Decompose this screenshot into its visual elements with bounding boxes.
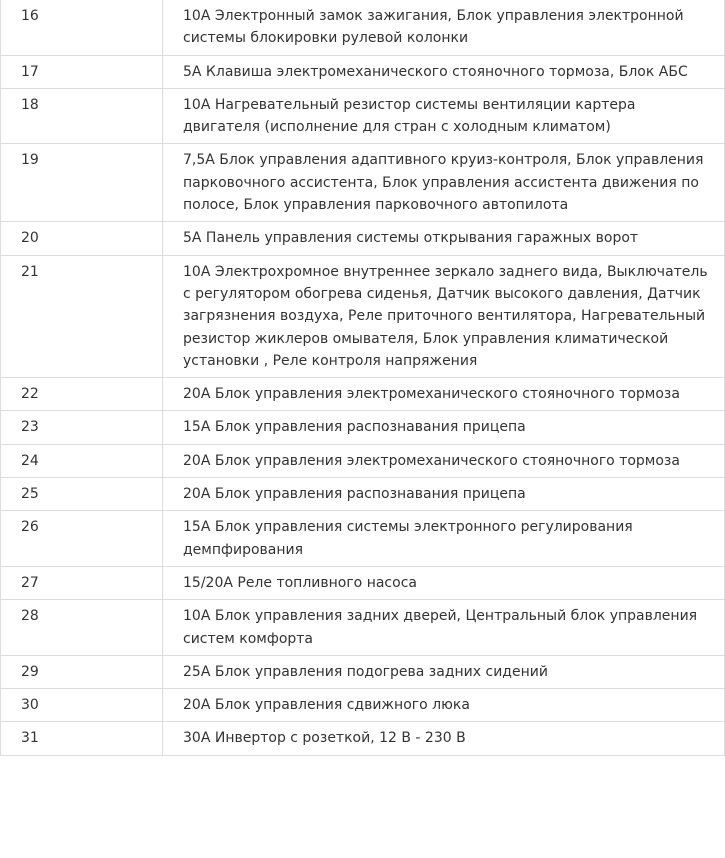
table-row — [1, 722, 725, 755]
fuse-description: 5A Клавиша электромеханического стояночного тормоза, Блок АБС — [163, 55, 725, 88]
fuse-description: 20A Блок управления электромеханического стояночного тормоза — [163, 378, 725, 411]
fuse-description: 10A Нагревательный резистор системы вентиляции картера двигателя (исполнение для стран с холодным климатом) — [163, 88, 725, 144]
table-row — [1, 222, 725, 255]
fuse-description: 20A Блок управления электромеханического стояночного тормоза — [163, 444, 725, 477]
fuse-number: 28 — [1, 600, 163, 656]
fuse-number: 23 — [1, 411, 163, 444]
fuse-number: 25 — [1, 478, 163, 511]
table-row — [1, 444, 725, 477]
fuse-description: 25A Блок управления подогрева задних сидений — [163, 655, 725, 688]
fuse-description: 20A Блок управления распознавания прицепа — [163, 478, 725, 511]
fuse-number: 21 — [1, 255, 163, 377]
table-row — [1, 378, 725, 411]
fuse-number: 17 — [1, 55, 163, 88]
table-row — [1, 255, 725, 377]
fuse-number: 29 — [1, 655, 163, 688]
fuse-number: 30 — [1, 689, 163, 722]
fuse-description: 10A Блок управления задних дверей, Центральный блок управления систем комфорта — [163, 600, 725, 656]
fuse-number: 31 — [1, 722, 163, 755]
fuse-number: 22 — [1, 378, 163, 411]
table-row — [1, 478, 725, 511]
fuse-number: 27 — [1, 566, 163, 599]
table-row — [1, 88, 725, 144]
table-row — [1, 511, 725, 567]
table-row — [1, 655, 725, 688]
table-row — [1, 689, 725, 722]
table-row — [1, 411, 725, 444]
fuse-number: 19 — [1, 144, 163, 222]
fuse-number: 24 — [1, 444, 163, 477]
fuse-description: 15A Блок управления системы электронного регулирования демпфирования — [163, 511, 725, 567]
fuse-description: 15/20A Реле топливного насоса — [163, 566, 725, 599]
table-row — [1, 0, 725, 55]
fuse-description: 15A Блок управления распознавания прицепа — [163, 411, 725, 444]
fuse-description: 20A Блок управления сдвижного люка — [163, 689, 725, 722]
fuse-description: 7,5A Блок управления адаптивного круиз-контроля, Блок управления парковочного ассистента, Блок управления ассистента движения по полосе, Блок управления парковочного автопилота — [163, 144, 725, 222]
fuse-description: 5A Панель управления системы открывания гаражных ворот — [163, 222, 725, 255]
fuse-description: 10A Электронный замок зажигания, Блок управления электронной системы блокировки рулевой колонки — [163, 0, 725, 55]
fuse-number: 16 — [1, 0, 163, 55]
table-row — [1, 144, 725, 222]
fuse-number: 18 — [1, 88, 163, 144]
table-row — [1, 566, 725, 599]
table-row — [1, 55, 725, 88]
fuse-description: 30A Инвертор с розеткой, 12 В - 230 В — [163, 722, 725, 755]
fuse-number: 26 — [1, 511, 163, 567]
fuse-number: 20 — [1, 222, 163, 255]
table-row — [1, 600, 725, 656]
fuse-description: 10A Электрохромное внутреннее зеркало заднего вида, Выключатель с регулятором обогрева сиденья, Датчик высокого давления, Датчик загрязнения воздуха, Реле приточного вентилятора, Нагревательный резистор жиклеров омывателя, Блок управления климатической установки , Реле контроля напряжения — [163, 255, 725, 377]
